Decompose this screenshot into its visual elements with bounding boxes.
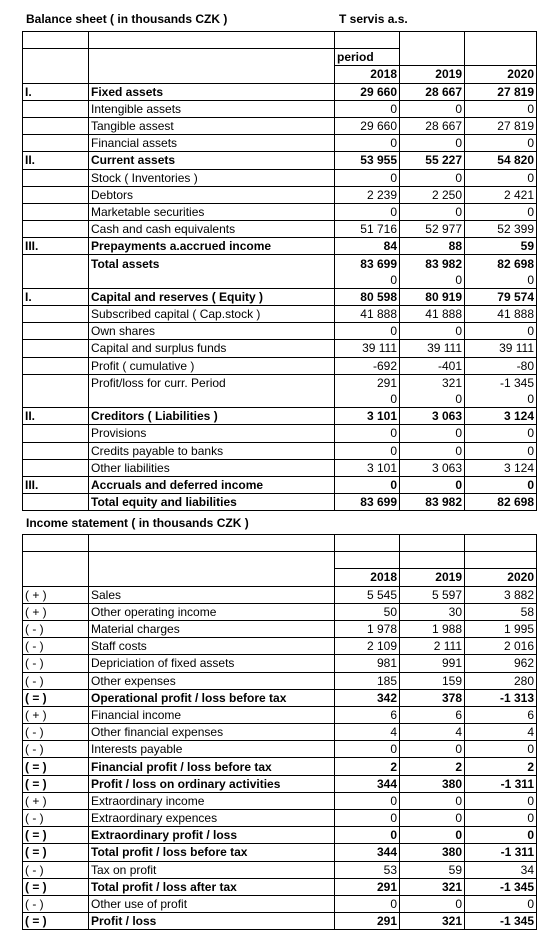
row-value: 0: [465, 741, 537, 758]
table-row: [23, 340, 537, 357]
row-value: 0: [400, 810, 465, 827]
row-value: 39 111: [465, 340, 537, 357]
table-row: [23, 117, 537, 134]
row-label: Other liabilities: [89, 459, 335, 476]
row-value: 34: [465, 861, 537, 878]
table-row: [23, 442, 537, 459]
table-row: [23, 476, 537, 493]
row-code: ( - ): [23, 638, 89, 655]
table-row: [23, 586, 537, 603]
row-label: Tangible assest: [89, 117, 335, 134]
row-code: III.: [23, 238, 89, 255]
row-code: [23, 255, 89, 272]
row-label: Capital and reserves ( Equity ): [89, 288, 335, 305]
row-label: Tax on profit: [89, 861, 335, 878]
row-value: 0: [400, 100, 465, 117]
table-row: [23, 655, 537, 672]
row-value: 991: [400, 655, 465, 672]
row-code: ( + ): [23, 792, 89, 809]
row-value: 0: [335, 741, 400, 758]
table-row: [23, 169, 537, 186]
row-value: 30: [400, 603, 465, 620]
row-value: 28 667: [400, 117, 465, 134]
row-value: 55 227: [400, 152, 465, 169]
table-row: [23, 775, 537, 792]
table-row: [23, 810, 537, 827]
year-2020: 2020: [465, 66, 537, 83]
table-row: [23, 238, 537, 255]
income-blank-row-1: [23, 535, 537, 552]
row-value: 0: [465, 827, 537, 844]
row-value: 2 239: [335, 186, 400, 203]
row-code: ( - ): [23, 620, 89, 637]
row-value: 380: [400, 844, 465, 861]
table-row: [23, 135, 537, 152]
row-value: 83 982: [400, 255, 465, 272]
row-value: 29 660: [335, 83, 400, 100]
row-value: 0: [335, 169, 400, 186]
row-value: 80 919: [400, 288, 465, 305]
row-value: 39 111: [335, 340, 400, 357]
row-code: ( + ): [23, 706, 89, 723]
row-code: II.: [23, 152, 89, 169]
row-value: 0: [400, 476, 465, 493]
row-code: ( = ): [23, 775, 89, 792]
row-label: Extraordinary profit / loss: [89, 827, 335, 844]
row-code: ( - ): [23, 655, 89, 672]
row-value: 51 716: [335, 221, 400, 238]
row-value: -1 311: [465, 775, 537, 792]
row-label: Creditors ( Liabilities ): [89, 408, 335, 425]
row-value: -1 345: [465, 374, 537, 391]
row-value: 1 988: [400, 620, 465, 637]
row-value: 0: [465, 100, 537, 117]
table-row: [23, 306, 537, 323]
balance-years-row: [23, 66, 537, 83]
row-value: 0: [335, 442, 400, 459]
row-value: 39 111: [400, 340, 465, 357]
row-label: Sales: [89, 586, 335, 603]
row-label: Intengible assets: [89, 100, 335, 117]
table-row: [23, 288, 537, 305]
row-value: 59: [400, 861, 465, 878]
row-value: 1 978: [335, 620, 400, 637]
table-row: [23, 620, 537, 637]
row-value: 0: [465, 792, 537, 809]
table-row: [23, 203, 537, 220]
row-value: 2 016: [465, 638, 537, 655]
row-code: [23, 306, 89, 323]
row-value: -1 345: [465, 878, 537, 895]
row-value: 5 597: [400, 586, 465, 603]
row-label: Other financial expenses: [89, 724, 335, 741]
row-label: Accruals and deferred income: [89, 476, 335, 493]
row-value: 0: [465, 169, 537, 186]
row-value: 2: [335, 758, 400, 775]
row-value: 0: [465, 425, 537, 442]
row-value: 378: [400, 689, 465, 706]
row-value: 342: [335, 689, 400, 706]
year-2018: 2018: [335, 569, 400, 586]
income-blank-row-2: [23, 552, 537, 569]
row-value: 291: [335, 878, 400, 895]
row-value: 3 124: [465, 459, 537, 476]
table-row: [23, 913, 537, 930]
table-row: [23, 255, 537, 272]
row-value: 0: [400, 391, 465, 408]
row-value: 41 888: [465, 306, 537, 323]
row-code: [23, 203, 89, 220]
row-label: Profit ( cumulative ): [89, 357, 335, 374]
row-code: [23, 272, 89, 289]
row-label: Depriciation of fixed assets: [89, 655, 335, 672]
row-value: 344: [335, 775, 400, 792]
row-value: 0: [335, 100, 400, 117]
row-code: ( - ): [23, 672, 89, 689]
row-label: [89, 391, 335, 408]
row-label: Operational profit / loss before tax: [89, 689, 335, 706]
row-value: 5 545: [335, 586, 400, 603]
row-value: 344: [335, 844, 400, 861]
row-label: Total profit / loss before tax: [89, 844, 335, 861]
row-value: 0: [400, 895, 465, 912]
row-value: 0: [400, 169, 465, 186]
row-value: 0: [400, 272, 465, 289]
row-value: 84: [335, 238, 400, 255]
row-value: -692: [335, 357, 400, 374]
row-label: [89, 272, 335, 289]
row-label: Debtors: [89, 186, 335, 203]
row-code: ( + ): [23, 586, 89, 603]
row-value: 962: [465, 655, 537, 672]
row-value: 159: [400, 672, 465, 689]
year-2019: 2019: [400, 569, 465, 586]
table-row: [23, 186, 537, 203]
row-label: Total profit / loss after tax: [89, 878, 335, 895]
row-code: [23, 169, 89, 186]
table-row: [23, 152, 537, 169]
row-value: 1 995: [465, 620, 537, 637]
row-value: -1 311: [465, 844, 537, 861]
row-value: 80 598: [335, 288, 400, 305]
row-label: Cash and cash equivalents: [89, 221, 335, 238]
row-label: Current assets: [89, 152, 335, 169]
row-value: 0: [335, 792, 400, 809]
row-label: Other expenses: [89, 672, 335, 689]
row-code: ( - ): [23, 895, 89, 912]
table-row: [23, 861, 537, 878]
year-2019: 2019: [400, 66, 465, 83]
row-value: 27 819: [465, 83, 537, 100]
row-value: 981: [335, 655, 400, 672]
table-row: [23, 459, 537, 476]
table-row: [23, 374, 537, 391]
row-code: [23, 135, 89, 152]
row-value: 3 063: [400, 408, 465, 425]
row-code: [23, 323, 89, 340]
table-row: [23, 792, 537, 809]
row-value: 3 124: [465, 408, 537, 425]
table-row: [23, 689, 537, 706]
table-row: [23, 706, 537, 723]
row-value: 83 982: [400, 494, 465, 511]
table-row: [23, 221, 537, 238]
table-row: [23, 323, 537, 340]
row-code: ( = ): [23, 758, 89, 775]
row-value: 0: [400, 425, 465, 442]
row-value: 53: [335, 861, 400, 878]
table-row: [23, 827, 537, 844]
row-code: [23, 340, 89, 357]
row-value: 291: [335, 374, 400, 391]
row-value: 50: [335, 603, 400, 620]
row-label: Other use of profit: [89, 895, 335, 912]
table-row: [23, 408, 537, 425]
row-label: Extraordinary income: [89, 792, 335, 809]
period-label: period: [335, 49, 400, 66]
row-code: [23, 357, 89, 374]
row-value: -80: [465, 357, 537, 374]
year-2020: 2020: [465, 569, 537, 586]
row-value: 0: [335, 203, 400, 220]
row-label: Own shares: [89, 323, 335, 340]
row-value: 0: [465, 135, 537, 152]
row-label: Subscribed capital ( Cap.stock ): [89, 306, 335, 323]
row-value: 0: [465, 323, 537, 340]
table-row: [23, 272, 537, 289]
row-value: 2 111: [400, 638, 465, 655]
row-value: 185: [335, 672, 400, 689]
row-value: 0: [400, 135, 465, 152]
row-value: 6: [335, 706, 400, 723]
row-value: 4: [465, 724, 537, 741]
row-label: Other operating income: [89, 603, 335, 620]
row-code: ( = ): [23, 844, 89, 861]
row-value: 82 698: [465, 494, 537, 511]
row-value: 0: [335, 810, 400, 827]
row-value: 0: [335, 323, 400, 340]
row-value: 0: [465, 272, 537, 289]
row-code: [23, 186, 89, 203]
row-value: 0: [335, 895, 400, 912]
row-value: 52 399: [465, 221, 537, 238]
row-code: [23, 374, 89, 391]
row-value: 2 109: [335, 638, 400, 655]
balance-sheet-table: [22, 31, 537, 511]
row-value: -401: [400, 357, 465, 374]
row-value: 3 101: [335, 459, 400, 476]
table-row: [23, 878, 537, 895]
table-row: [23, 844, 537, 861]
row-value: 41 888: [335, 306, 400, 323]
row-value: 321: [400, 374, 465, 391]
row-value: 0: [400, 442, 465, 459]
table-row: [23, 494, 537, 511]
company-name: T servis a.s.: [339, 12, 408, 26]
row-label: Interests payable: [89, 741, 335, 758]
row-value: 41 888: [400, 306, 465, 323]
row-label: Financial assets: [89, 135, 335, 152]
row-value: 0: [335, 425, 400, 442]
row-value: -1 345: [465, 913, 537, 930]
table-row: [23, 672, 537, 689]
row-value: 3 063: [400, 459, 465, 476]
row-code: [23, 459, 89, 476]
income-statement-heading: Income statement ( in thousands CZK ): [26, 516, 249, 530]
row-label: Fixed assets: [89, 83, 335, 100]
table-row: [23, 391, 537, 408]
row-value: 0: [465, 476, 537, 493]
row-label: Total equity and liabilities: [89, 494, 335, 511]
row-value: 0: [335, 135, 400, 152]
row-value: -1 313: [465, 689, 537, 706]
row-code: [23, 221, 89, 238]
row-code: [23, 100, 89, 117]
row-label: Stock ( Inventories ): [89, 169, 335, 186]
row-value: 0: [465, 442, 537, 459]
row-label: Staff costs: [89, 638, 335, 655]
row-value: 3 101: [335, 408, 400, 425]
row-value: 79 574: [465, 288, 537, 305]
row-value: 380: [400, 775, 465, 792]
row-code: ( - ): [23, 810, 89, 827]
balance-period-row: [23, 49, 537, 66]
table-row: [23, 741, 537, 758]
income-years-row: [23, 569, 537, 586]
row-code: ( = ): [23, 689, 89, 706]
row-value: 0: [335, 272, 400, 289]
row-label: Financial income: [89, 706, 335, 723]
row-label: Total assets: [89, 255, 335, 272]
table-row: [23, 357, 537, 374]
row-value: 3 882: [465, 586, 537, 603]
row-label: Profit / loss on ordinary activities: [89, 775, 335, 792]
row-value: 28 667: [400, 83, 465, 100]
row-value: 0: [335, 827, 400, 844]
table-row: [23, 724, 537, 741]
row-value: 0: [400, 741, 465, 758]
income-statement-table: [22, 534, 537, 930]
row-code: [23, 442, 89, 459]
row-code: I.: [23, 83, 89, 100]
table-row: [23, 895, 537, 912]
row-code: ( = ): [23, 878, 89, 895]
row-value: 2: [465, 758, 537, 775]
row-label: Provisions: [89, 425, 335, 442]
row-value: 0: [400, 827, 465, 844]
row-value: 291: [335, 913, 400, 930]
balance-blank-header-row: [23, 32, 537, 49]
table-row: [23, 638, 537, 655]
row-value: 0: [400, 792, 465, 809]
row-value: 27 819: [465, 117, 537, 134]
row-code: III.: [23, 476, 89, 493]
table-row: [23, 83, 537, 100]
table-row: [23, 758, 537, 775]
row-label: Credits payable to banks: [89, 442, 335, 459]
row-label: Material charges: [89, 620, 335, 637]
row-value: 29 660: [335, 117, 400, 134]
row-value: 6: [465, 706, 537, 723]
row-value: 0: [335, 391, 400, 408]
row-value: 0: [335, 476, 400, 493]
row-value: 58: [465, 603, 537, 620]
row-code: ( = ): [23, 827, 89, 844]
table-row: [23, 425, 537, 442]
row-value: 83 699: [335, 494, 400, 511]
row-code: [23, 425, 89, 442]
row-label: Extraordinary expences: [89, 810, 335, 827]
row-value: 2 421: [465, 186, 537, 203]
row-value: 321: [400, 878, 465, 895]
row-label: Marketable securities: [89, 203, 335, 220]
row-value: 53 955: [335, 152, 400, 169]
row-value: 280: [465, 672, 537, 689]
row-code: ( + ): [23, 603, 89, 620]
row-value: 0: [400, 203, 465, 220]
year-2018: 2018: [335, 66, 400, 83]
row-value: 6: [400, 706, 465, 723]
row-code: ( = ): [23, 913, 89, 930]
row-code: I.: [23, 288, 89, 305]
row-value: 0: [465, 391, 537, 408]
row-code: [23, 494, 89, 511]
row-label: Profit / loss: [89, 913, 335, 930]
row-value: 0: [465, 203, 537, 220]
row-value: 0: [465, 810, 537, 827]
row-value: 59: [465, 238, 537, 255]
row-value: 82 698: [465, 255, 537, 272]
row-value: 0: [400, 323, 465, 340]
row-code: [23, 117, 89, 134]
row-code: ( - ): [23, 724, 89, 741]
row-value: 0: [465, 895, 537, 912]
row-value: 88: [400, 238, 465, 255]
row-value: 321: [400, 913, 465, 930]
row-value: 83 699: [335, 255, 400, 272]
row-value: 54 820: [465, 152, 537, 169]
row-value: 2: [400, 758, 465, 775]
row-value: 52 977: [400, 221, 465, 238]
table-row: [23, 100, 537, 117]
row-code: II.: [23, 408, 89, 425]
row-code: ( - ): [23, 741, 89, 758]
row-label: Financial profit / loss before tax: [89, 758, 335, 775]
row-value: 2 250: [400, 186, 465, 203]
row-label: Profit/loss for curr. Period: [89, 374, 335, 391]
row-value: 4: [400, 724, 465, 741]
row-code: ( - ): [23, 861, 89, 878]
row-code: [23, 391, 89, 408]
row-label: Capital and surplus funds: [89, 340, 335, 357]
table-row: [23, 603, 537, 620]
row-value: 4: [335, 724, 400, 741]
balance-sheet-heading: Balance sheet ( in thousands CZK ): [26, 12, 228, 26]
row-label: Prepayments a.accrued income: [89, 238, 335, 255]
